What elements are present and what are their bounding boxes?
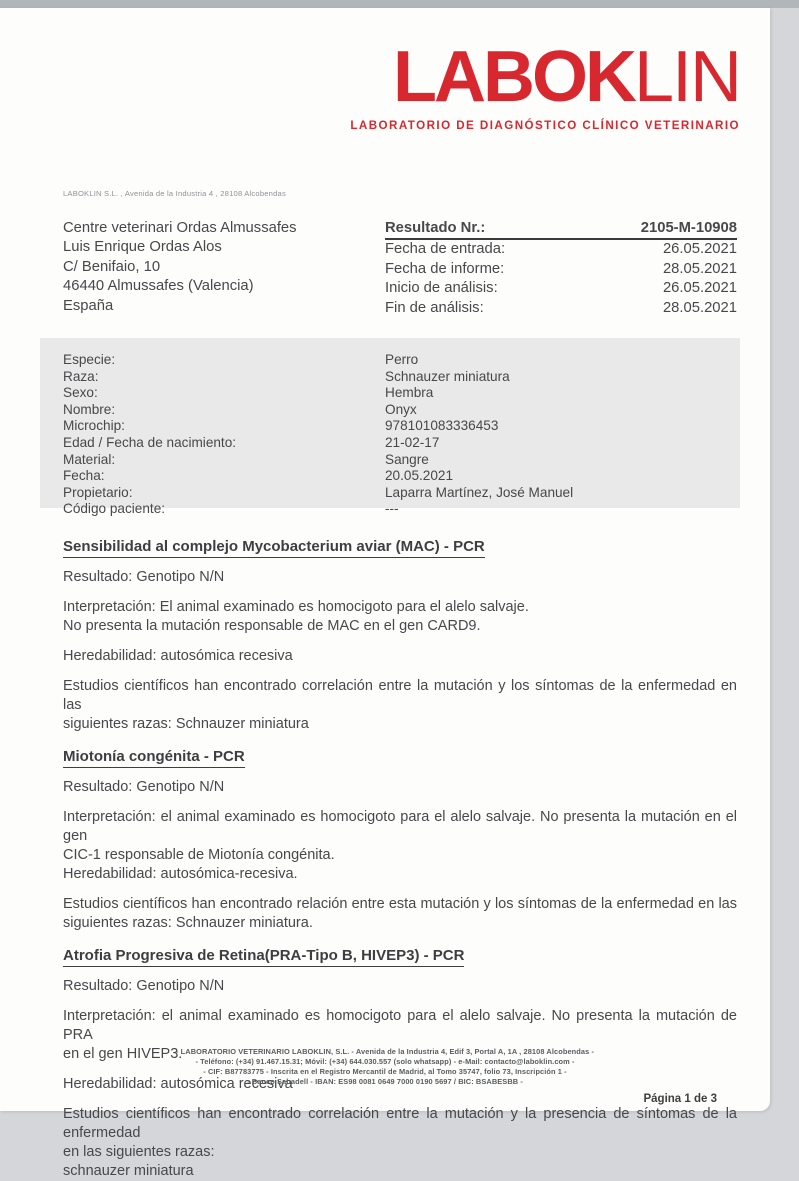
- paragraph-line: Interpretación: el animal examinado es homocigoto para el alelo salvaje. No presenta la mutación en el gen: [63, 809, 737, 845]
- section-title: Miotonía congénita - PCR: [63, 747, 245, 768]
- paragraph: [63, 598, 737, 636]
- recipient-line: Luis Enrique Ordas Alos: [63, 239, 222, 256]
- recipient-address: [63, 219, 297, 318]
- patient-value: Sangre: [385, 451, 429, 467]
- footer-line: - LABORATORIO VETERINARIO LABOKLIN, S.L. - Avenida de la Industria 4, Edif 3, Portal A, 1A , 28108 Alcobendas -: [175, 1047, 595, 1056]
- patient-value: Laparra Martínez, José Manuel: [385, 484, 574, 500]
- paragraph-line: siguientes razas: Schnauzer miniatura.: [63, 915, 313, 932]
- result-number-value: 2105-M-10908: [640, 220, 737, 236]
- recipient-line: Centre veterinari Ordas Almussafes: [63, 220, 297, 236]
- report-section: [63, 747, 737, 933]
- result-number-label: Resultado Nr.:: [385, 220, 486, 236]
- paragraph: [63, 1105, 737, 1181]
- logo-wordmark: [0, 37, 740, 117]
- laboklin-logo: [0, 8, 770, 132]
- paragraph-line: Resultado: Genotipo N/N: [63, 978, 225, 995]
- patient-value: ---: [385, 501, 399, 517]
- patient-label: Raza:: [63, 368, 99, 384]
- paragraph: [63, 568, 737, 587]
- footer-line: - Banco Sabadell - IBAN: ES98 0081 0649 7000 0190 5697 / BIC: BSABESBB -: [247, 1077, 523, 1086]
- paragraph: [63, 677, 737, 734]
- meta-row: [385, 299, 737, 318]
- sender-address-line: LABOKLIN S.L. , Avenida de la Industria 4 , 28108 Alcobendas: [63, 189, 286, 198]
- patient-value: 21-02-17: [385, 435, 440, 450]
- patient-label: Código paciente:: [63, 501, 166, 517]
- meta-label: Fecha de informe:: [385, 260, 505, 277]
- patient-value: Perro: [385, 352, 419, 368]
- photo-edge-strip: [0, 0, 799, 8]
- meta-value: 26.05.2021: [662, 241, 737, 258]
- paragraph-line: Resultado: Genotipo N/N: [63, 779, 225, 796]
- section-title: Sensibilidad al complejo Mycobacterium aviar (MAC) - PCR: [63, 537, 485, 558]
- paragraph: [63, 778, 737, 797]
- patient-value: 978101083336453: [385, 418, 499, 434]
- patient-row: [63, 468, 720, 485]
- patient-row: [63, 452, 720, 469]
- patient-row: [63, 485, 720, 502]
- patient-row: [63, 435, 720, 452]
- paragraph: [63, 808, 737, 884]
- paragraph-line: Heredabilidad: autosómica recesiva: [63, 648, 293, 665]
- recipient-line: C/ Benifaio, 10: [63, 258, 161, 275]
- patient-label: Sexo:: [63, 385, 98, 401]
- meta-label: Inicio de análisis:: [385, 280, 498, 297]
- section-title: Atrofia Progresiva de Retina(PRA-Tipo B, HIVEP3) - PCR: [63, 946, 464, 967]
- meta-label: Fecha de entrada:: [385, 241, 506, 258]
- patient-label: Edad / Fecha de nacimiento:: [63, 435, 237, 450]
- patient-label: Propietario:: [63, 484, 133, 500]
- patient-value: Onyx: [385, 401, 417, 417]
- paragraph-line: Heredabilidad: autosómica recesiva: [63, 1076, 293, 1093]
- page-number: Página 1 de 3: [643, 1093, 717, 1105]
- footer-line: - Teléfono: (+34) 91.467.15.31; Móvil: (+34) 644.030.557 (solo whatsapp) - e-Mail: contacto@laboklin.com -: [195, 1057, 575, 1066]
- section-title-wrap: [63, 747, 737, 768]
- footer: [0, 1047, 770, 1087]
- meta-value: 28.05.2021: [662, 299, 737, 316]
- result-meta: [385, 219, 737, 318]
- result-number-row: [385, 219, 737, 240]
- paragraph-line: schnauzer miniatura: [63, 1163, 194, 1180]
- patient-row: [63, 418, 720, 435]
- footer-line: - CIF: B87783775 - Inscrita en el Registro Mercantil de Madrid, al Tomo 35747, folio 73, Inscripción 1 -: [203, 1067, 567, 1076]
- section-title-wrap: [63, 946, 737, 967]
- patient-info-panel: [40, 338, 740, 517]
- paragraph-line: Estudios científicos han encontrado correlación entre la mutación y la presencia de síntomas de la enfermedad: [63, 1106, 737, 1142]
- report-page: [0, 8, 770, 1180]
- meta-row: [385, 279, 737, 298]
- meta-label: Fin de análisis:: [385, 299, 484, 316]
- paragraph-line: Estudios científicos han encontrado relación entre esta mutación y los síntomas de la enfermedad en las: [63, 896, 737, 913]
- patient-label: Fecha:: [63, 468, 105, 484]
- paragraph-line: Interpretación: El animal examinado es homocigoto para el alelo salvaje.: [63, 599, 529, 616]
- meta-value: 26.05.2021: [662, 280, 737, 297]
- section-title-wrap: [63, 537, 737, 558]
- patient-label: Microchip:: [63, 418, 125, 434]
- paragraph: [63, 977, 737, 996]
- patient-row: [63, 501, 720, 518]
- paragraph-line: en las siguientes razas:: [63, 1144, 215, 1161]
- patient-label: Material:: [63, 451, 116, 467]
- meta-value: 28.05.2021: [662, 260, 737, 277]
- paragraph-line: siguientes razas: Schnauzer miniatura: [63, 716, 309, 733]
- info-row: [0, 219, 770, 318]
- patient-row: [63, 385, 720, 402]
- patient-row: [63, 352, 720, 369]
- meta-row: [385, 260, 737, 279]
- paragraph-line: en el gen HIVEP3.: [63, 1046, 183, 1063]
- meta-row: [385, 240, 737, 259]
- paragraph-line: Resultado: Genotipo N/N: [63, 569, 225, 586]
- logo-wordmark-bold: LABOK: [392, 37, 634, 117]
- paragraph-line: CIC-1 responsable de Miotonía congénita.: [63, 847, 335, 864]
- patient-label: Nombre:: [63, 401, 116, 417]
- recipient-line: España: [63, 297, 114, 314]
- logo-subtitle: LABORATORIO DE DIAGNÓSTICO CLÍNICO VETERINARIO: [350, 119, 740, 132]
- paragraph: [63, 895, 737, 933]
- paragraph-line: Heredabilidad: autosómica-recesiva.: [63, 866, 298, 883]
- paragraph-line: Interpretación: el animal examinado es homocigoto para el alelo salvaje. No presenta la mutación de PRA: [63, 1008, 737, 1044]
- patient-label: Especie:: [63, 352, 116, 368]
- patient-value: 20.05.2021: [385, 468, 454, 484]
- logo-wordmark-light: LIN: [633, 37, 740, 117]
- patient-row: [63, 402, 720, 419]
- paragraph-line: Estudios científicos han encontrado correlación entre la mutación y los síntomas de la enfermedad en las: [63, 678, 737, 714]
- recipient-line: 46440 Almussafes (Valencia): [63, 278, 254, 295]
- paragraph: [63, 647, 737, 666]
- report-section: [63, 537, 737, 734]
- paragraph-line: No presenta la mutación responsable de MAC en el gen CARD9.: [63, 618, 481, 635]
- patient-value: Schnauzer miniatura: [385, 368, 510, 384]
- patient-row: [63, 369, 720, 386]
- patient-value: Hembra: [385, 385, 434, 401]
